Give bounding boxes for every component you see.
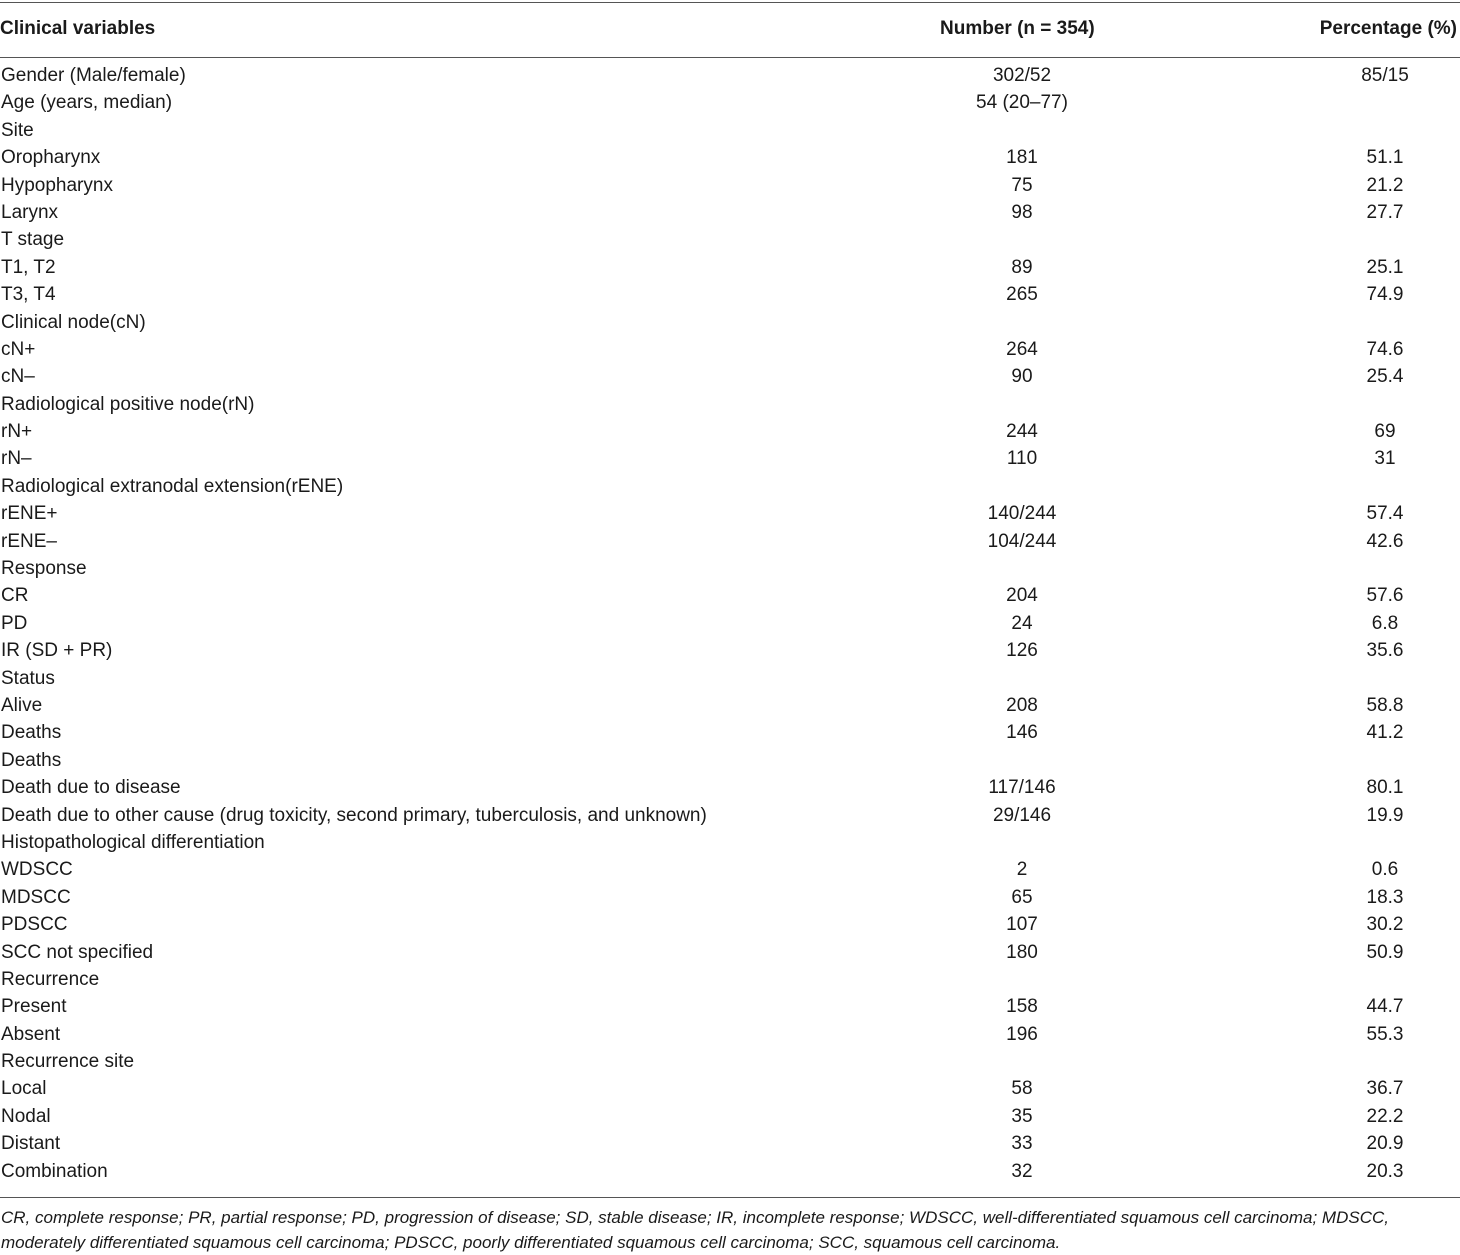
- cell-number: 75: [1011, 174, 1033, 196]
- cell-number: 89: [1011, 256, 1033, 278]
- table-row: [0, 966, 1460, 993]
- cell-percentage: 69: [1374, 421, 1396, 443]
- cell-variable: Distant: [1, 1133, 61, 1155]
- cell-variable: Absent: [1, 1023, 61, 1045]
- cell-percentage: 27.7: [1366, 201, 1404, 223]
- cell-number: 244: [1006, 421, 1038, 443]
- cell-percentage: 57.4: [1366, 503, 1404, 525]
- cell-percentage: 51.1: [1366, 147, 1404, 169]
- cell-number: 117/146: [988, 777, 1056, 799]
- cell-variable: rN–: [1, 448, 32, 470]
- table-row: [0, 939, 1460, 966]
- cell-variable: Death due to other cause (drug toxicity, second primary, tuberculosis, and unknown): [1, 804, 707, 826]
- table-row: [0, 309, 1460, 336]
- cell-number: 104/244: [987, 530, 1057, 552]
- cell-percentage: 30.2: [1366, 914, 1404, 936]
- cell-percentage: 74.6: [1366, 338, 1404, 360]
- table-row: [0, 610, 1460, 637]
- cell-variable: Deaths: [1, 749, 62, 771]
- cell-variable: cN–: [1, 366, 35, 388]
- cell-percentage: 22.2: [1366, 1105, 1404, 1127]
- cell-percentage: 35.6: [1366, 640, 1404, 662]
- cell-percentage: 25.1: [1366, 256, 1404, 278]
- table-row: [0, 199, 1460, 226]
- table-body: [0, 62, 1460, 1185]
- table-row: [0, 1103, 1460, 1130]
- cell-number: 24: [1011, 612, 1033, 634]
- cell-variable: PDSCC: [1, 914, 68, 936]
- cell-percentage: 44.7: [1366, 996, 1404, 1018]
- cell-variable: cN+: [1, 338, 36, 360]
- table-row: [0, 1048, 1460, 1075]
- cell-number: 32: [1011, 1160, 1033, 1182]
- cell-variable: Radiological extranodal extension(rENE): [1, 475, 344, 497]
- header-clinical-variables: Clinical variables: [0, 18, 156, 39]
- table-row: [0, 363, 1460, 390]
- cell-number: 58: [1011, 1078, 1033, 1100]
- cell-variable: Clinical node(cN): [1, 311, 146, 333]
- cell-percentage: 85/15: [1361, 65, 1409, 86]
- cell-variable: rENE+: [1, 503, 58, 525]
- cell-variable: Oropharynx: [1, 147, 101, 169]
- cell-variable: Gender (Male/female): [1, 65, 186, 86]
- cell-variable: MDSCC: [1, 886, 71, 908]
- cell-number: 196: [1006, 1023, 1038, 1045]
- cell-variable: Age (years, median): [1, 92, 173, 114]
- table-row: [0, 911, 1460, 938]
- cell-variable: T3, T4: [1, 284, 56, 306]
- cell-number: 146: [1006, 722, 1038, 744]
- cell-variable: T stage: [1, 229, 65, 251]
- cell-percentage: 20.3: [1366, 1160, 1404, 1182]
- cell-variable: SCC not specified: [1, 941, 154, 963]
- cell-number: 140/244: [987, 503, 1057, 525]
- cell-variable: Response: [1, 558, 87, 580]
- cell-percentage: 6.8: [1371, 612, 1399, 634]
- cell-number: 180: [1006, 941, 1038, 963]
- table-row: [0, 829, 1460, 856]
- cell-variable: Recurrence site: [1, 1051, 135, 1073]
- cell-variable: Hypopharynx: [1, 174, 113, 196]
- table-row: [0, 555, 1460, 582]
- cell-number: 33: [1011, 1133, 1033, 1155]
- cell-variable: Death due to disease: [1, 777, 181, 799]
- cell-number: 264: [1006, 338, 1038, 360]
- table-row: [0, 62, 1460, 89]
- table-row: [0, 993, 1460, 1020]
- cell-number: 265: [1006, 284, 1038, 306]
- table-row: [0, 1075, 1460, 1102]
- cell-variable: Local: [1, 1078, 47, 1100]
- cell-variable: Recurrence: [1, 968, 100, 990]
- cell-variable: IR (SD + PR): [1, 640, 113, 662]
- cell-percentage: 0.6: [1371, 859, 1399, 881]
- table-row: [0, 692, 1460, 719]
- table-row: [0, 719, 1460, 746]
- table-row: [0, 1158, 1460, 1185]
- table-row: [0, 172, 1460, 199]
- table-row: [0, 281, 1460, 308]
- cell-number: 29/146: [992, 804, 1052, 826]
- cell-percentage: 19.9: [1366, 804, 1404, 826]
- table-row: [0, 774, 1460, 801]
- cell-number: 126: [1006, 640, 1038, 662]
- cell-variable: rN+: [1, 421, 33, 443]
- cell-variable: Deaths: [1, 722, 62, 744]
- cell-number: 107: [1006, 914, 1038, 936]
- cell-percentage: 18.3: [1366, 886, 1404, 908]
- cell-percentage: 36.7: [1366, 1078, 1404, 1100]
- table-row: [0, 473, 1460, 500]
- cell-percentage: 20.9: [1366, 1133, 1404, 1155]
- cell-percentage: 31: [1374, 448, 1396, 470]
- cell-variable: Larynx: [1, 201, 59, 223]
- cell-number: 110: [1006, 448, 1038, 470]
- table-row: [0, 500, 1460, 527]
- cell-variable: Alive: [1, 694, 43, 716]
- table-row: [0, 226, 1460, 253]
- cell-number: 90: [1011, 366, 1033, 388]
- cell-number: 208: [1006, 694, 1038, 716]
- cell-number: 54 (20–77): [976, 92, 1068, 114]
- cell-variable: CR: [1, 585, 29, 607]
- cell-percentage: 50.9: [1366, 941, 1404, 963]
- table-row: [0, 528, 1460, 555]
- table-row: [0, 89, 1460, 116]
- cell-number: 98: [1011, 201, 1033, 223]
- cell-variable: WDSCC: [1, 859, 73, 881]
- table-row: [0, 637, 1460, 664]
- cell-number: 158: [1006, 996, 1038, 1018]
- table-header-rule: [0, 57, 1460, 58]
- table-row: [0, 747, 1460, 774]
- table-header-row: [0, 2, 1460, 57]
- cell-variable: Site: [1, 119, 34, 141]
- table-row: [0, 391, 1460, 418]
- cell-variable: Histopathological differentiation: [1, 831, 265, 853]
- table-row: [0, 856, 1460, 883]
- table-row: [0, 254, 1460, 281]
- cell-number: 204: [1006, 585, 1038, 607]
- cell-percentage: 21.2: [1366, 174, 1404, 196]
- header-number: Number (n = 354): [940, 18, 1095, 39]
- table-bottom-rule: [0, 1197, 1460, 1198]
- cell-percentage: 55.3: [1366, 1023, 1404, 1045]
- table-row: [0, 445, 1460, 472]
- table-row: [0, 1021, 1460, 1048]
- cell-percentage: 41.2: [1366, 722, 1404, 744]
- cell-variable: rENE–: [1, 530, 57, 552]
- cell-variable: Present: [1, 996, 67, 1018]
- table-row: [0, 144, 1460, 171]
- cell-number: 181: [1006, 147, 1038, 169]
- cell-variable: PD: [1, 612, 28, 634]
- cell-percentage: 57.6: [1366, 585, 1404, 607]
- table-row: [0, 582, 1460, 609]
- cell-variable: T1, T2: [1, 256, 56, 278]
- cell-percentage: 42.6: [1366, 530, 1404, 552]
- cell-percentage: 58.8: [1366, 694, 1404, 716]
- cell-percentage: 80.1: [1366, 777, 1404, 799]
- cell-variable: Radiological positive node(rN): [1, 393, 255, 415]
- cell-number: 65: [1011, 886, 1033, 908]
- table-row: [0, 802, 1460, 829]
- cell-variable: Combination: [1, 1160, 108, 1182]
- table-row: [0, 884, 1460, 911]
- table-footnote: CR, complete response; PR, partial response; PD, progression of disease; SD, stable disease; IR, incomplete response; WDSCC, well-differentiated squamous cell carcinoma; MDSCC, moderately differentiated squamous cell carcinoma; PDSCC, poorly differentiated squamous cell carcinoma; SCC, squamous cell carcinoma.: [1, 1208, 1389, 1252]
- cell-variable: Nodal: [1, 1105, 51, 1127]
- cell-variable: Status: [1, 667, 55, 689]
- cell-percentage: 74.9: [1366, 284, 1404, 306]
- cell-number: 35: [1011, 1105, 1033, 1127]
- cell-percentage: 25.4: [1366, 366, 1404, 388]
- cell-number: 2: [1016, 859, 1028, 881]
- table-row: [0, 665, 1460, 692]
- header-percentage: Percentage (%): [1319, 18, 1457, 39]
- table-row: [0, 418, 1460, 445]
- table-row: [0, 1130, 1460, 1157]
- table-row: [0, 117, 1460, 144]
- cell-number: 302/52: [992, 65, 1052, 86]
- table-row: [0, 336, 1460, 363]
